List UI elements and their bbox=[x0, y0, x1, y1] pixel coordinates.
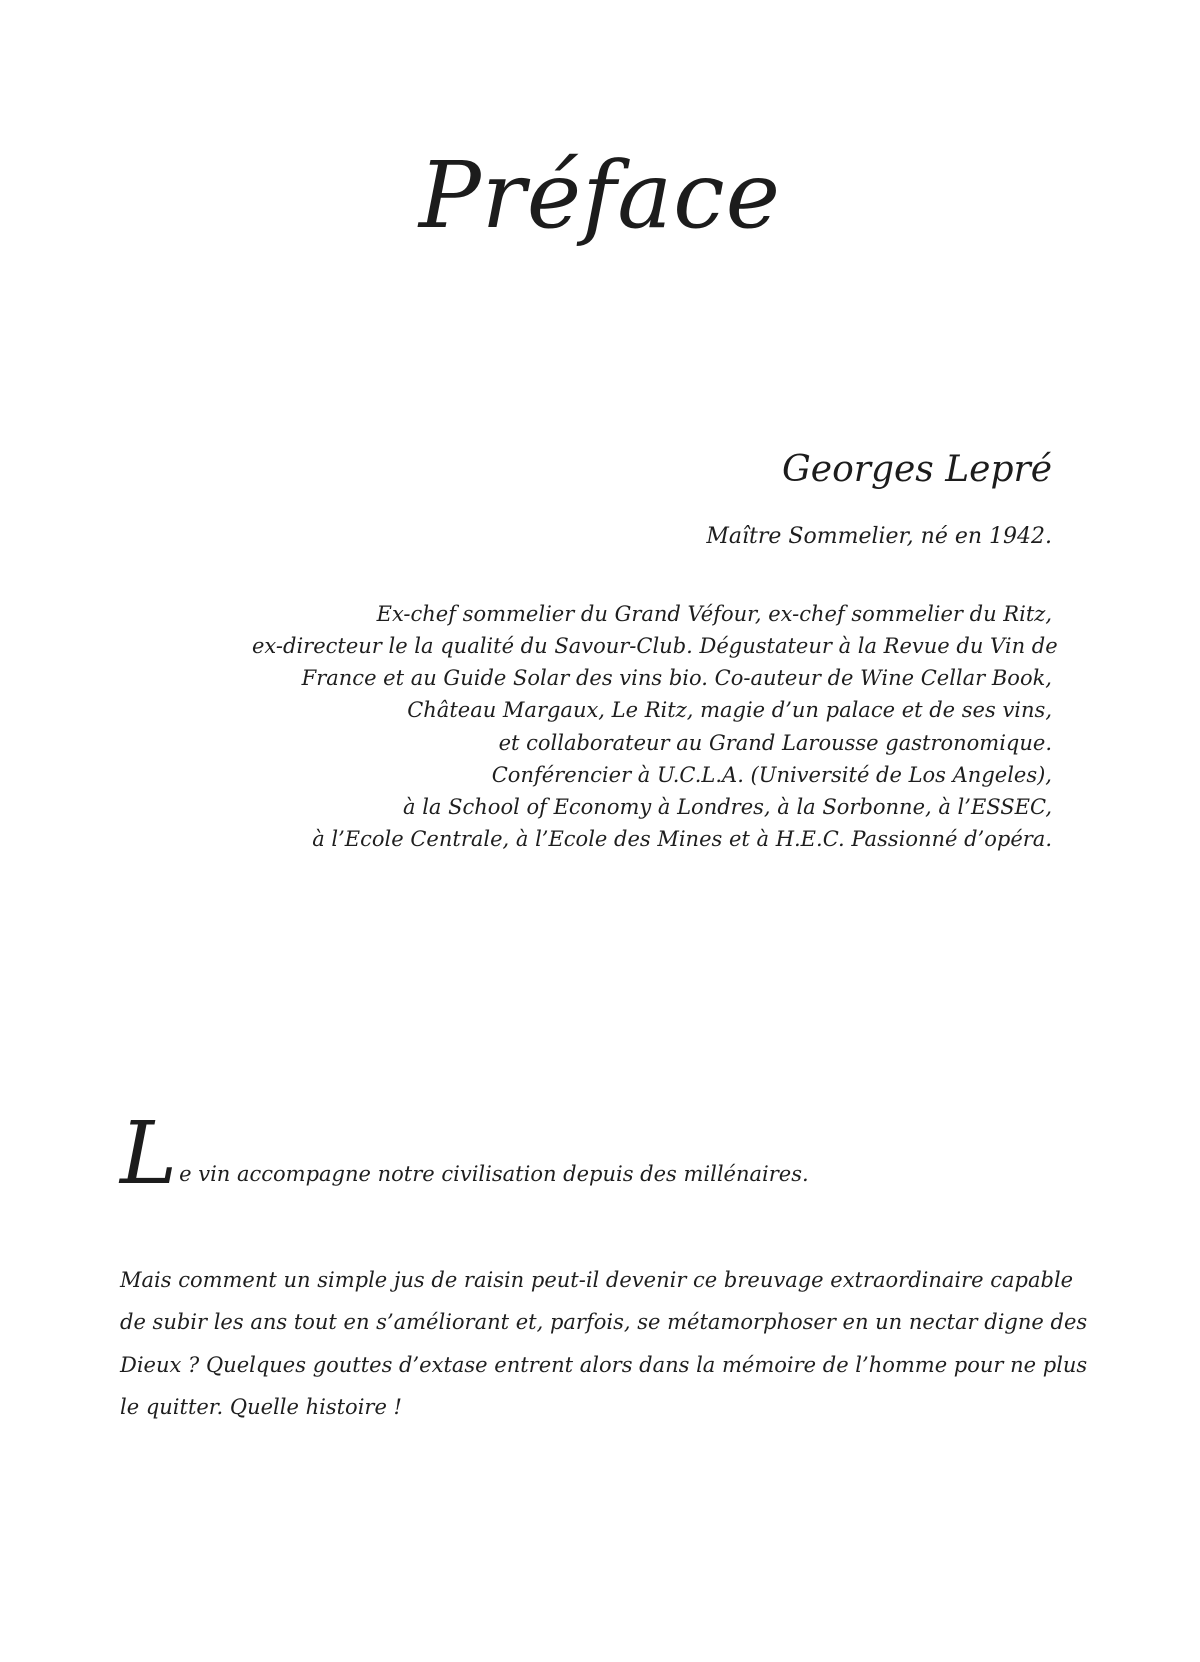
bio-line: France et au Guide Solar des vins bio. Co-auteur de Wine Cellar Book, bbox=[301, 666, 1052, 691]
second-paragraph bbox=[120, 1259, 1088, 1429]
body-text bbox=[120, 1104, 1088, 1429]
page-title: Préface bbox=[418, 142, 782, 249]
first-paragraph bbox=[120, 1104, 1060, 1204]
author-role: Maître Sommelier, né en 1942. bbox=[706, 524, 1052, 550]
bio-line: à l’Ecole Centrale, à l’Ecole des Mines et à H.E.C. Passionné d’opéra. bbox=[312, 827, 1052, 852]
author-bio bbox=[252, 598, 1058, 856]
bio-line: et collaborateur au Grand Larousse gastronomique. bbox=[498, 730, 1052, 755]
bio-line: ex-directeur le la qualité du Savour-Club. Dégustateur à la Revue du Vin de bbox=[252, 633, 1058, 658]
bio-line: Château Margaux, Le Ritz, magie d’un palace et de ses vins, bbox=[407, 698, 1052, 723]
first-paragraph-text: e vin accompagne notre civilisation depuis des millénaires. bbox=[179, 1162, 809, 1186]
author-block bbox=[252, 448, 1058, 855]
drop-cap: L bbox=[120, 1104, 178, 1204]
paragraph-line: Mais comment un simple jus de raisin peut-il devenir ce breuvage extraordinaire capable bbox=[120, 1267, 1074, 1292]
author-name: Georges Lepré bbox=[782, 449, 1052, 490]
paragraph-line: de subir les ans tout en s’améliorant et, parfois, se métamorphoser en un nectar digne des bbox=[120, 1310, 1088, 1335]
bio-line: Ex-chef sommelier du Grand Véfour, ex-chef sommelier du Ritz, bbox=[376, 601, 1052, 626]
bio-line: à la School of Economy à Londres, à la Sorbonne, à l’ESSEC, bbox=[403, 795, 1052, 819]
paragraph-line: le quitter. Quelle histoire ! bbox=[120, 1395, 402, 1420]
paragraph-line: Dieux ? Quelques gouttes d’extase entrent alors dans la mémoire de l’homme pour ne plus bbox=[120, 1352, 1088, 1377]
bio-line: Conférencier à U.C.L.A. (Université de Los Angeles), bbox=[491, 762, 1052, 787]
